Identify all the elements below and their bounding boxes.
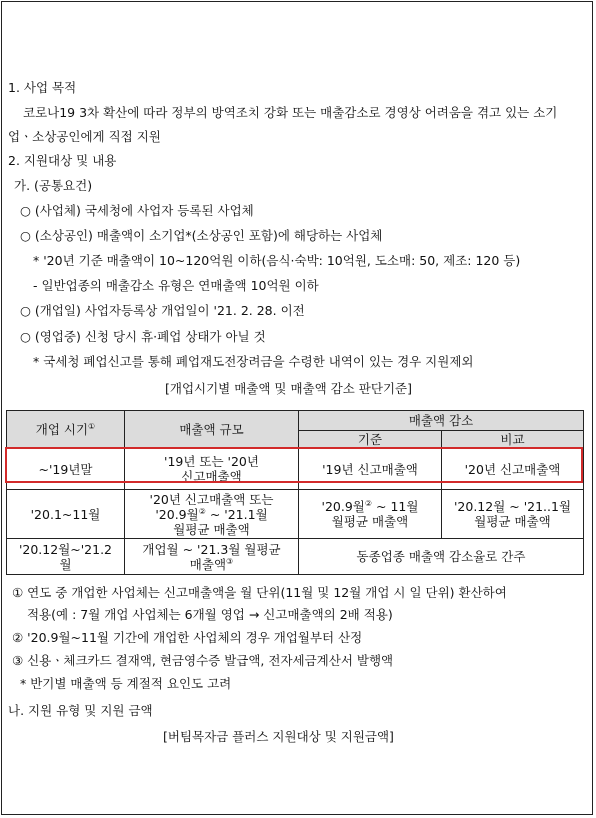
note-revenue: * '20년 기준 매출액이 10~120억원 이하(음식·숙박: 10억원, 도소매: 50, 제조: 120 등) <box>33 253 521 268</box>
header-base: 기준 <box>299 431 442 449</box>
row1-opening: ~'19년말 <box>7 449 125 490</box>
header-opening-period: 개업 시기① <box>7 411 125 449</box>
subsection-ga: 가. (공통요건) <box>14 178 93 193</box>
footnote-1b: 적용(예 : 7월 개업 사업체는 6개월 영업 → 신고매출액의 2배 적용) <box>27 607 393 622</box>
criteria-small-business: ○ (소상공인) 매출액이 소기업*(소상공인 포함)에 해당하는 사업체 <box>20 228 383 243</box>
table-row <box>7 449 584 490</box>
section-1-title: 1. 사업 목적 <box>8 80 77 95</box>
table-row <box>7 539 584 575</box>
criteria-business: ○ (사업체) 국세청에 사업자 등록된 사업체 <box>20 203 254 218</box>
row3-decline: 동종업종 매출액 감소율로 간주 <box>299 539 584 575</box>
criteria-operating: ○ (영업중) 신청 당시 휴·폐업 상태가 아닐 것 <box>20 329 266 344</box>
row2-compare: '20.12월 ~ '21..1월 월평균 매출액 <box>442 490 584 539</box>
section-1-line-2: 업ㆍ소상공인에게 직접 지원 <box>8 129 161 144</box>
section-1-line-1: 코로나19 3차 확산에 따라 정부의 방역조치 강화 또는 매출감소로 경영상 어려움을 겪고 있는 소기 <box>23 105 558 120</box>
table-caption: [개업시기별 매출액 및 매출액 감소 판단기준] <box>165 381 412 396</box>
row2-base: '20.9월② ~ 11월 월평균 매출액 <box>299 490 442 539</box>
footnote-3: ③ 신용ㆍ체크카드 결재액, 현금영수증 발급액, 전자세금계산서 발행액 <box>12 653 394 668</box>
criteria-table <box>6 410 584 575</box>
criteria-opening-date: ○ (개업일) 사업자등록상 개업일이 '21. 2. 28. 이전 <box>20 303 305 318</box>
table-row <box>7 490 584 539</box>
row1-compare: '20년 신고매출액 <box>442 449 584 490</box>
row1-sales: '19년 또는 '20년 신고매출액 <box>125 449 299 490</box>
row3-sales: 개업월 ~ '21.3월 월평균 매출액③ <box>125 539 299 575</box>
footnote-2: ② '20.9월~11월 기간에 개업한 사업체의 경우 개업월부터 산정 <box>12 630 363 645</box>
header-sales-decline: 매출액 감소 <box>299 411 584 431</box>
document-frame <box>1 1 593 815</box>
note-closure-exclusion: * 국세청 폐업신고를 통해 폐업재도전장려금을 수령한 내역이 있는 경우 지원제외 <box>33 354 474 369</box>
footnote-4: * 반기별 매출액 등 계절적 요인도 고려 <box>20 676 232 691</box>
footnote-1a: ① 연도 중 개업한 사업체는 신고매출액을 월 단위(11월 및 12월 개업 시 일 단위) 환산하여 <box>12 585 507 600</box>
header-sales-scale: 매출액 규모 <box>125 411 299 449</box>
subsection-na: 나. 지원 유형 및 지원 금액 <box>8 703 153 718</box>
row1-base: '19년 신고매출액 <box>299 449 442 490</box>
row3-opening: '20.12월~'21.2 월 <box>7 539 125 575</box>
section-2-title: 2. 지원대상 및 내용 <box>8 153 117 168</box>
header-compare: 비교 <box>442 431 584 449</box>
row2-opening: '20.1~11월 <box>7 490 125 539</box>
note-general-industry: - 일반업종의 매출감소 유형은 연매출액 10억원 이하 <box>33 278 319 293</box>
table-caption-2: [버팀목자금 플러스 지원대상 및 지원금액] <box>163 729 394 744</box>
row2-sales: '20년 신고매출액 또는 '20.9월② ~ '21.1월 월평균 매출액 <box>125 490 299 539</box>
